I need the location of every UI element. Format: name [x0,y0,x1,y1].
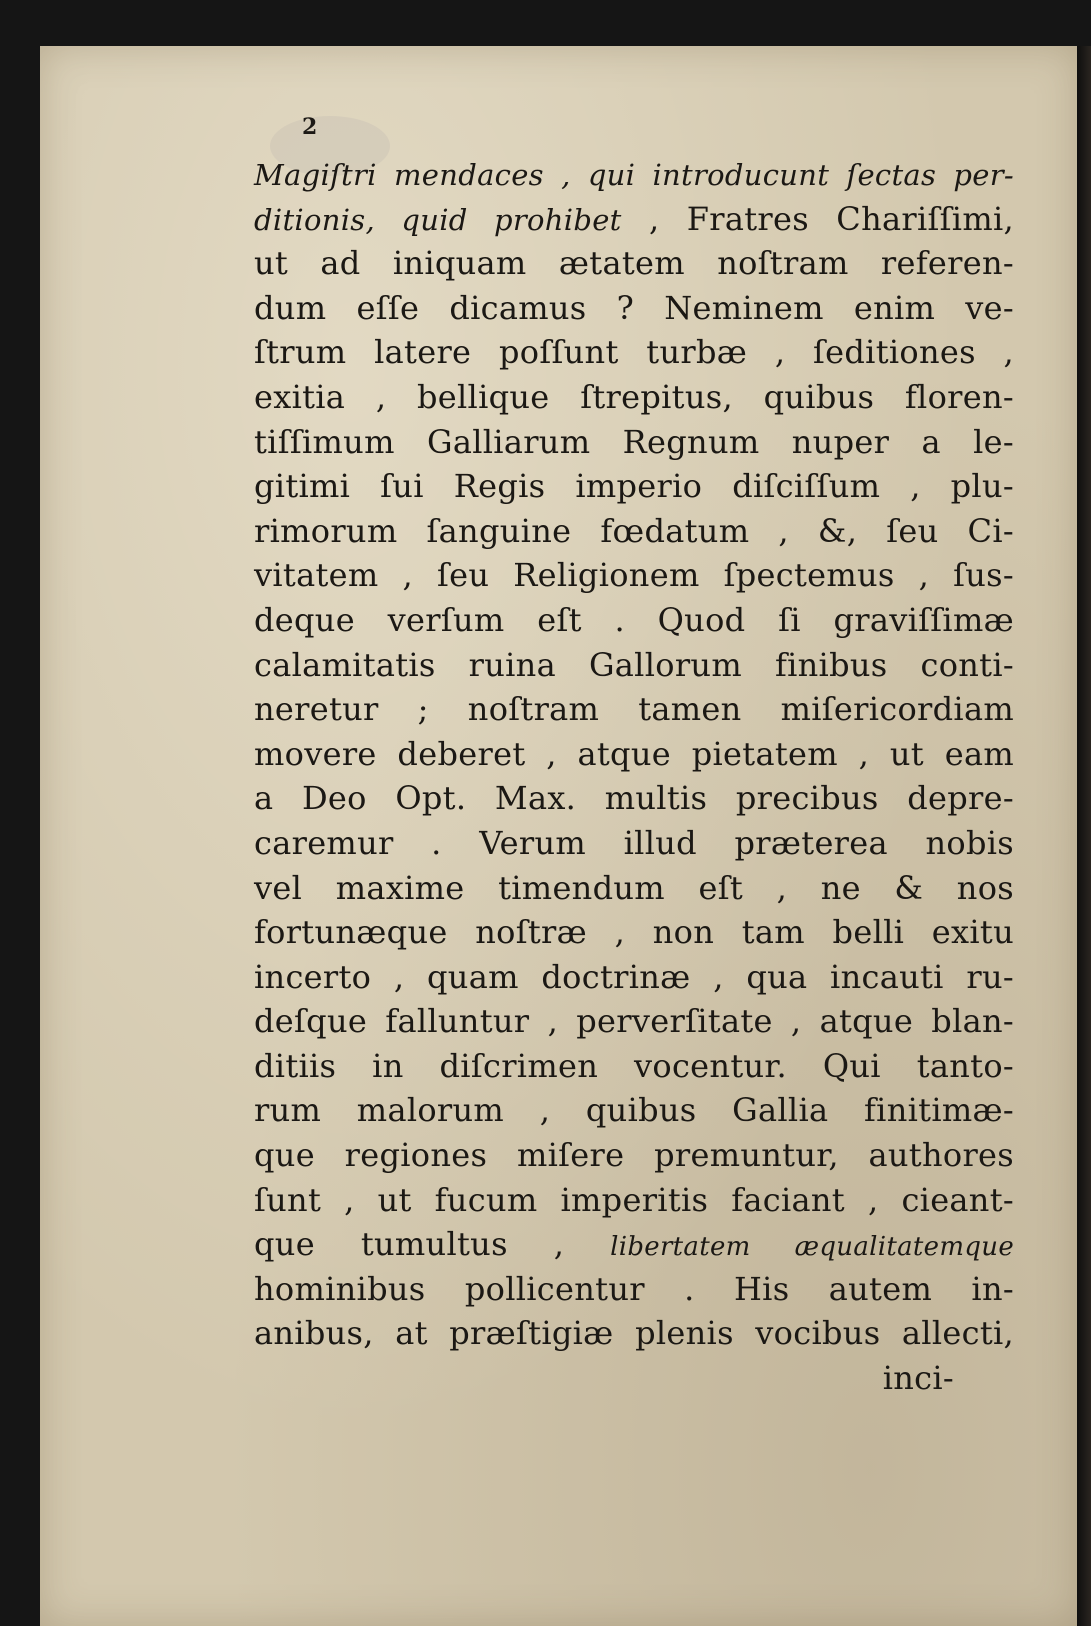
text-line [254,1267,1014,1312]
roman-text: a Deo Opt. Max. multis precibus depre- [254,779,1014,818]
roman-text: exitia , bellique ſtrepitus, quibus floren- [254,377,1014,416]
roman-text: , Fratres Chariſſimi, [621,199,1014,238]
body-text [254,152,1014,1401]
roman-text: que regiones miſere premuntur, authores [254,1136,1014,1175]
text-line [254,420,1014,465]
text-line [254,1088,1014,1133]
text-line [254,776,1014,821]
roman-text: movere deberet , atque pietatem , ut eam [254,734,1014,773]
roman-text: rum malorum , quibus Gallia finitimæ- [254,1091,1014,1130]
text-line [254,999,1014,1044]
page-edge [1077,46,1091,1626]
text-line [254,509,1014,554]
italic-text: Magiſtri mendaces , qui introducunt ſectas per- [254,158,1014,192]
text-line [254,910,1014,955]
text-line [254,1133,1014,1178]
text-line [254,464,1014,509]
roman-text: vitatem , ſeu Religionem ſpectemus , ſus- [254,556,1014,595]
text-line [254,687,1014,732]
text-line [254,152,1014,197]
roman-text: que tumultus , [254,1225,611,1264]
text-line [254,375,1014,420]
text-line [254,1044,1014,1089]
roman-text: ditiis in diſcrimen vocentur. Qui tanto- [254,1046,1014,1085]
text-line [254,598,1014,643]
roman-text: vel maxime timendum eſt , ne & nos [254,868,1014,907]
roman-text: ſunt , ut fucum imperitis faciant , cieant- [254,1180,1014,1219]
roman-text: hominibus pollicentur . His autem in- [254,1269,1014,1308]
text-line [254,1311,1014,1356]
catchword: inci- [882,1359,954,1398]
roman-text: neretur ; noſtram tamen miſericordiam [254,690,1014,729]
text-line [254,643,1014,688]
italic-text: libertatem æqualitatemque [610,1232,1015,1263]
roman-text: incerto , quam doctrinæ , qua incauti ru- [254,957,1014,996]
text-line [254,1178,1014,1223]
text-line [254,241,1014,286]
roman-text: ut ad iniquam ætatem noſtram referen- [254,244,1014,283]
roman-text: deſque falluntur , perverſitate , atque blan- [254,1002,1014,1041]
roman-text: tiſſimum Galliarum Regnum nuper a le- [254,422,1014,461]
text-line [254,1222,1014,1267]
roman-text: calamitatis ruina Gallorum finibus conti- [254,645,1014,684]
text-line [254,553,1014,598]
roman-text: gitimi ſui Regis imperio diſciſſum , plu- [254,467,1014,506]
text-line [254,330,1014,375]
roman-text: deque verſum eſt . Quod ſi graviſſimæ [254,600,1014,639]
text-line [254,866,1014,911]
text-line [254,732,1014,777]
text-line [254,197,1014,242]
page-number: 2 [302,114,318,140]
roman-text: fortunæque noſtræ , non tam belli exitu [254,913,1014,952]
roman-text: anibus, at præſtigiæ plenis vocibus allecti, [254,1314,1014,1353]
italic-text: ditionis, quid prohibet [254,202,622,237]
roman-text: dum eſſe dicamus ? Neminem enim ve- [254,288,1014,327]
text-line [254,286,1014,331]
text-line [254,821,1014,866]
roman-text: ſtrum latere poſſunt turbæ , ſeditiones , [254,333,1014,372]
roman-text: caremur . Verum illud præterea nobis [254,823,1014,862]
text-line [254,955,1014,1000]
roman-text: rimorum ſanguine fœdatum , &, ſeu Ci- [254,511,1014,550]
